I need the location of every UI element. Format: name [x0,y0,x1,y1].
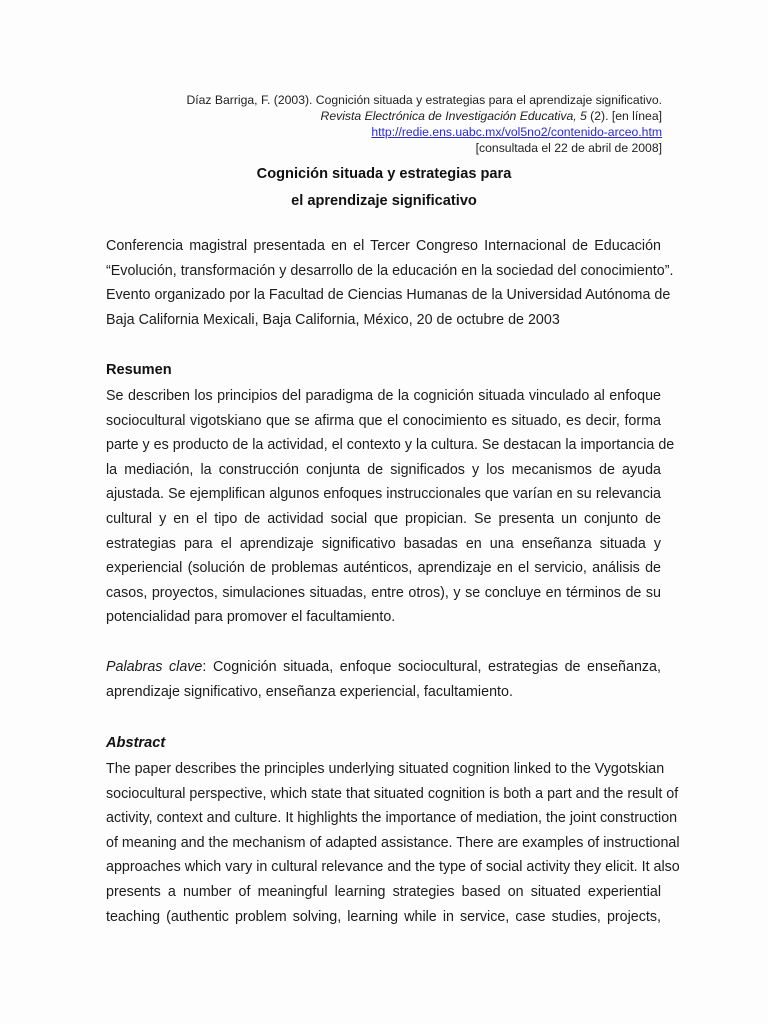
conference-paragraph [106,234,674,332]
resumen-line: cultural y en el tipo de actividad social que propician. Se presenta un conjunto de [106,510,661,527]
document-title-line-1: Cognición situada y estrategias para [256,166,512,182]
abstract-heading: Abstract [106,735,166,751]
resumen-line: experiencial (solución de problemas auténticos, aprendizaje en el servicio, análisis de [106,560,661,577]
keywords-paragraph [106,655,661,704]
abstract-line: teaching (authentic problem solving, learning while in service, case studies, projects, [106,908,661,925]
citation-line-1: Díaz Barriga, F. (2003). Cognición situada y estrategias para el aprendizaje significativo. [186,93,662,107]
abstract-line: The paper describes the principles underlying situated cognition linked to the Vygotskian [106,761,665,777]
citation-block [102,92,662,156]
keywords-line-2: aprendizaje significativo, enseñanza experiencial, facultamiento. [106,683,513,700]
journal-issue: (2). [en línea] [586,109,662,123]
abstract-line: activity, context and culture. It highlights the importance of mediation, the joint construction [106,810,678,827]
resumen-line: Se describen los principios del paradigma de la cognición situada vinculado al enfoque [106,388,661,404]
resumen-line: parte y es producto de la actividad, el contexto y la cultura. Se destacan la importancia de [106,437,675,454]
citation-url-link[interactable]: http://redie.ens.uabc.mx/vol5no2/contenido-arceo.htm [371,125,662,139]
citation-line-4: [consultada el 22 de abril de 2008] [475,141,662,155]
resumen-line: sociocultural vigotskiano que se afirma que el conocimiento es situado, es decir, forma [106,412,661,429]
resumen-line: casos, proyectos, simulaciones situadas, entre otros), y se concluye en términos de su [106,584,661,601]
resumen-line: la mediación, la construcción conjunta de significados y los mecanismos de ayuda [106,461,661,478]
abstract-paragraph [106,757,680,929]
document-title-line-2: el aprendizaje significativo [291,193,477,209]
citation-line-2 [102,108,662,124]
keywords-line-1 [106,655,661,680]
abstract-line: approaches which vary in cultural relevance and the type of social activity they elicit. It also [106,859,680,876]
abstract-line: presents a number of meaningful learning strategies based on situated experiential [106,883,661,900]
keywords-list-start: : Cognición situada, enfoque sociocultural, estrategias de enseñanza, [202,659,661,675]
citation-line-3 [102,124,662,140]
resumen-line: potencialidad para promover el facultamiento. [106,609,396,626]
resumen-line: ajustada. Se ejemplifican algunos enfoques instruccionales que varían en su relevancia [106,486,661,503]
abstract-line: of meaning and the mechanism of adapted assistance. There are examples of instructional [106,834,680,851]
resumen-line: estrategias para el aprendizaje significativo basadas en una enseñanza situada y [106,535,661,552]
conference-line: Conferencia magistral presentada en el Tercer Congreso Internacional de Educación [106,238,661,254]
journal-name: Revista Electrónica de Investigación Educativa, 5 [320,109,587,123]
conference-line: Evento organizado por la Facultad de Ciencias Humanas de la Universidad Autónoma de [106,287,671,304]
resumen-paragraph [106,384,675,630]
conference-line: Baja California Mexicali, Baja California, México, 20 de octubre de 2003 [106,311,560,328]
keywords-label: Palabras clave [106,659,203,675]
abstract-line: sociocultural perspective, which state that situated cognition is both a part and the result of [106,785,679,802]
conference-line: “Evolución, transformación y desarrollo de la educación en la sociedad del conocimiento”. [106,262,674,279]
resumen-heading: Resumen [106,362,172,378]
